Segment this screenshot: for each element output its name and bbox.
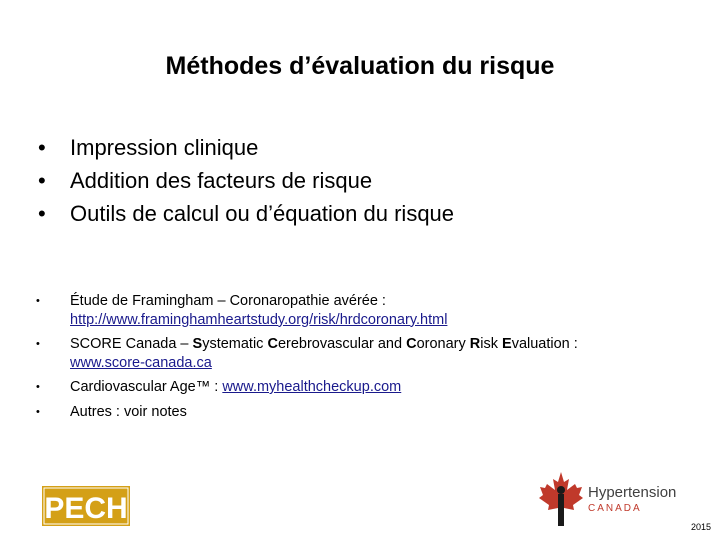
bullet-icon: • — [36, 405, 40, 418]
sub-item-text: SCORE Canada – — [70, 336, 193, 352]
main-bullet-text: Impression clinique — [70, 135, 259, 160]
acronym-letter: E — [502, 336, 512, 352]
sub-item-text: valuation : — [511, 336, 578, 352]
sub-item-score — [36, 335, 676, 372]
hypertension-canada-logo — [538, 470, 698, 530]
main-bullet-item — [38, 197, 454, 230]
sub-item-cardiovascular-age — [36, 378, 676, 397]
slide-year: 2015 — [690, 522, 711, 532]
maple-leaf-icon — [538, 470, 584, 530]
sub-bullet-list — [36, 292, 676, 427]
sub-item-text: Autres : voir notes — [70, 403, 187, 420]
bullet-icon: • — [38, 135, 46, 160]
acronym-letter: C — [406, 336, 417, 352]
bullet-icon: • — [36, 381, 40, 393]
bullet-icon: • — [38, 201, 46, 226]
main-bullet-list — [38, 131, 454, 230]
acronym-letter: R — [469, 336, 481, 352]
score-canada-link[interactable]: www.score-canada.ca — [70, 354, 212, 371]
acronym-letter: S — [192, 336, 203, 352]
sub-item-text: ystematic — [202, 336, 268, 352]
main-bullet-text: Addition des facteurs de risque — [70, 168, 373, 193]
main-bullet-item — [38, 164, 454, 197]
sub-item-autres — [36, 403, 676, 422]
acronym-letter: C — [267, 336, 278, 352]
sub-item-text: Étude de Framingham – Coronaropathie avérée : — [70, 293, 386, 309]
slide-title: Méthodes d’évaluation du risque — [165, 52, 555, 80]
hypertension-logo-name: Hypertension — [588, 484, 677, 501]
bullet-icon: • — [36, 295, 40, 307]
sub-item-text: erebrovascular and — [277, 336, 407, 352]
hypertension-logo-country: CANADA — [588, 503, 642, 514]
sub-item-framingham — [36, 292, 676, 329]
bullet-icon: • — [36, 338, 40, 350]
sub-item-text: isk — [480, 336, 503, 352]
main-bullet-text: Outils de calcul ou d’équation du risque — [70, 201, 455, 226]
pech-logo — [42, 486, 130, 526]
bullet-icon: • — [38, 168, 46, 193]
framingham-link[interactable]: http://www.framinghamheartstudy.org/risk/hrdcoronary.html — [70, 311, 448, 328]
pech-logo-text: PECH — [44, 492, 128, 525]
main-bullet-item — [38, 131, 454, 164]
myhealthcheckup-link[interactable]: www.myhealthcheckup.com — [222, 379, 402, 395]
sub-item-text: oronary — [416, 336, 470, 352]
sub-item-text: Cardiovascular Age™ : — [70, 379, 223, 395]
